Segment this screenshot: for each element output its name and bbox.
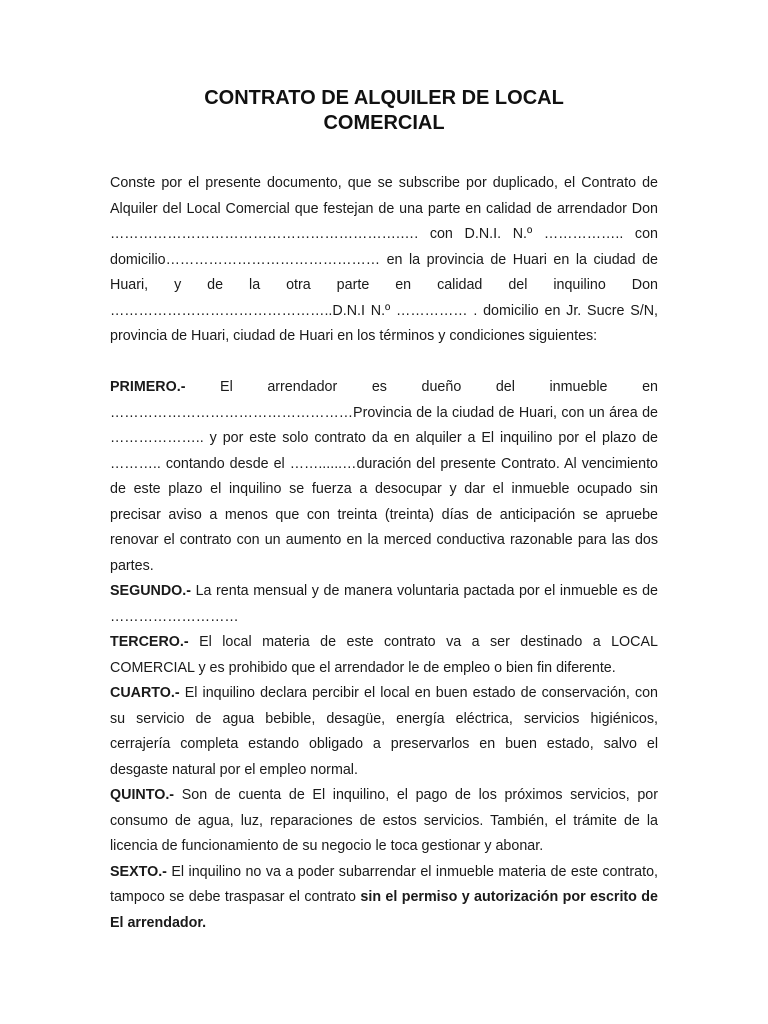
clause-label: QUINTO.- [110, 787, 175, 803]
clause-label: SEGUNDO.- [110, 583, 192, 599]
document-body [110, 171, 658, 936]
clause-cuarto [110, 681, 658, 783]
document-title [100, 86, 668, 136]
title-line-1: CONTRATO DE ALQUILER DE LOCAL [204, 87, 564, 109]
clause-quinto [110, 783, 658, 860]
clause-text: El local materia de este contrato va a ser destinado a LOCAL COMERCIAL y es prohibido que el arrendador le de empleo o bien fin diferente. [110, 634, 658, 676]
clause-primero [110, 375, 658, 579]
title-line-2: COMERCIAL [323, 112, 445, 134]
clause-text: El arrendador es dueño del inmueble en ……………………………………………Provincia de la ciudad de Huari, con un área de ……………….. y por este solo contrato da en alquiler a El inquilino por el plazo de ……….. contando desde el ……......…duración del presente Contrato. Al vencimiento de este plazo el inquilino se fuerza a desocupar y dar el inmueble ocupado sin precisar aviso a menos que con treinta (treinta) días de anticipación se apruebe renovar el contrato con un aumento en la merced conductiva razonable para las dos partes. [110, 379, 658, 574]
clause-emphasis: sin el permiso y autorización por escrito de El arrendador. [110, 889, 658, 931]
clause-text: El inquilino declara percibir el local en buen estado de conservación, con su servicio de agua bebible, desagüe, energía eléctrica, servicios higiénicos, cerrajería completa estando obligado a preservarlos en buen estado, salvo el desgaste natural por el empleo normal. [110, 685, 658, 778]
clause-text: Son de cuenta de El inquilino, el pago de los próximos servicios, por consumo de agua, luz, reparaciones de estos servicios. También, el trámite de la licencia de funcionamiento de su negocio le toca gestionar y abonar. [110, 787, 658, 854]
clause-label: PRIMERO.- [110, 379, 186, 395]
clause-text: La renta mensual y de manera voluntaria pactada por el inmueble es de ……………………… [110, 583, 658, 625]
clause-segundo [110, 579, 658, 630]
clause-text: El inquilino no va a poder subarrendar el inmueble materia de este contrato, tampoco se debe traspasar el contrato [110, 863, 658, 905]
clause-tercero [110, 630, 658, 681]
clause-label: SEXTO.- [110, 863, 167, 880]
clause-label: CUARTO.- [110, 685, 180, 701]
intro-paragraph: Conste por el presente documento, que se subscribe por duplicado, el Contrato de Alquiler del Local Comercial que festejan de una parte en calidad de arrendador Don …………………………………………………….…. con D.N.I. N.º …………….. con domicilio……………………………………… en la provincia de Huari en la ciudad de Huari, y de la otra parte en calidad del inquilino Don ………………………………………..D.N.I N.º …………… . domicilio en Jr. Sucre S/N, provincia de Huari, ciudad de Huari en los términos y condiciones siguientes: [110, 175, 658, 344]
clause-label: TERCERO.- [110, 634, 189, 650]
clause-sexto [110, 860, 658, 937]
